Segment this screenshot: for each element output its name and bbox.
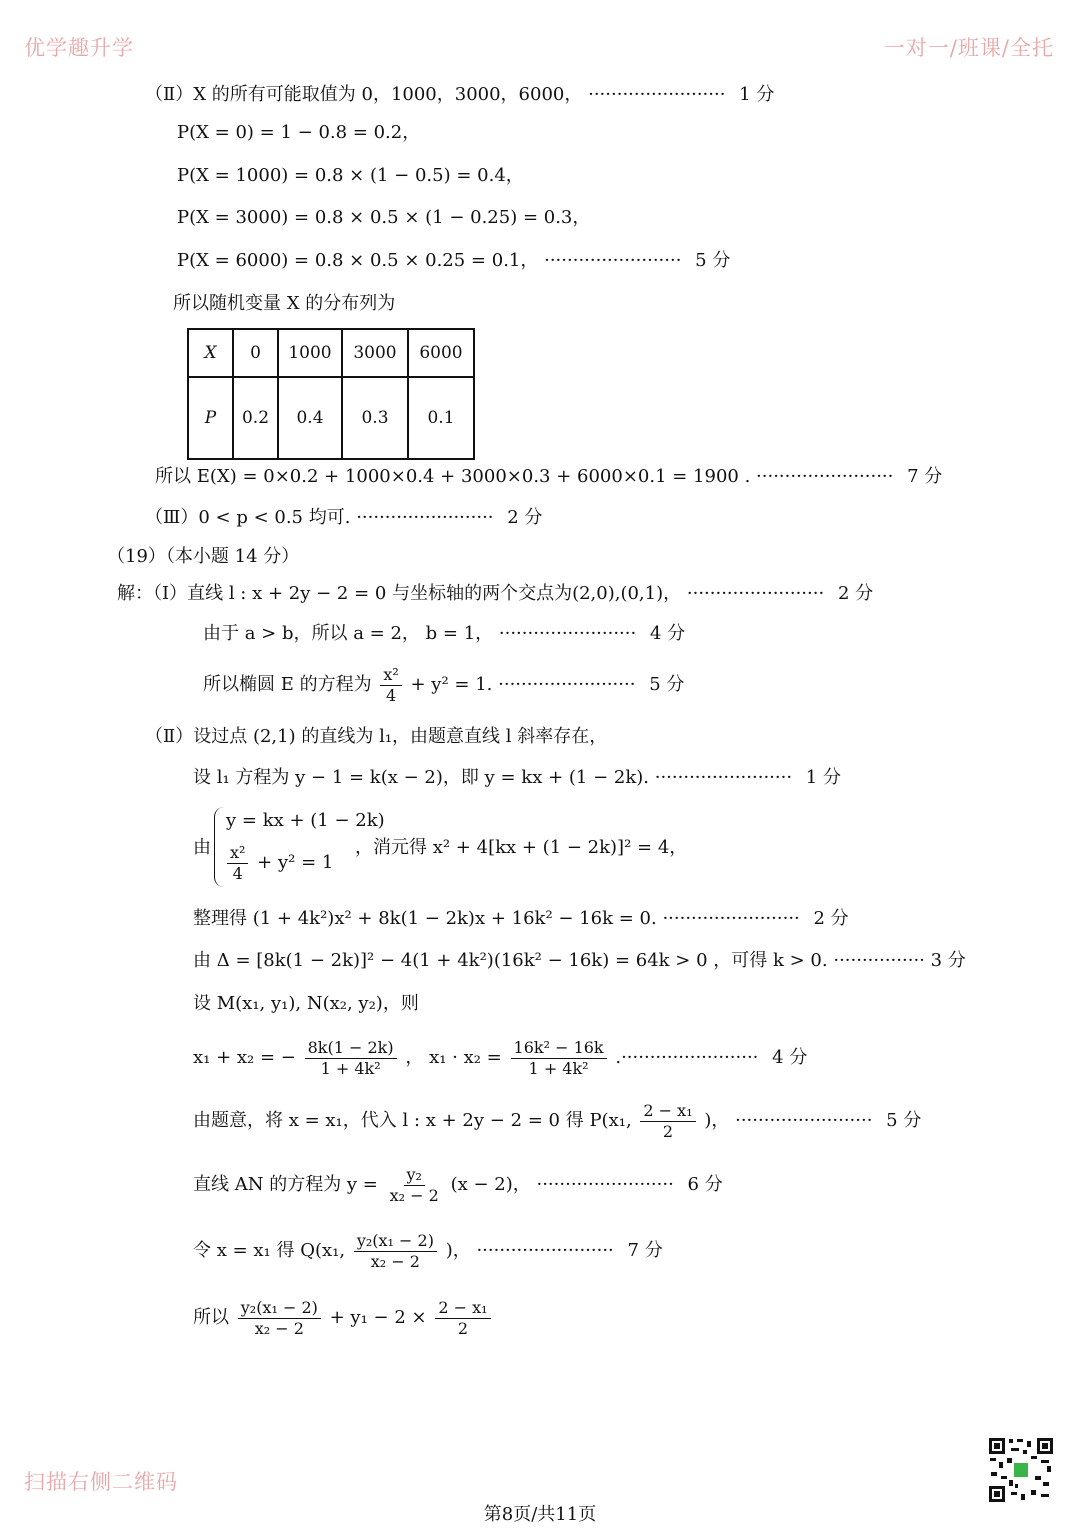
score: 2 分 (837, 583, 874, 604)
q19-step9-prefix: 由题意，将 x = x₁，代入 l : x + 2y − 2 = 0 得 P(x₁, (193, 1110, 632, 1131)
watermark-top-right: 一对一/班课/全托 (883, 36, 1054, 60)
score-dots: ················ (833, 950, 925, 971)
prob-x6000: P(X = 6000) = 0.8 × 0.5 × 0.25 = 0.1， (177, 250, 539, 271)
distribution-table (187, 328, 475, 460)
score: 2 分 (507, 507, 543, 528)
score: 5 分 (649, 674, 685, 695)
qr-code-icon[interactable] (987, 1436, 1055, 1504)
q19-step3-line (203, 662, 684, 708)
vieta-line (193, 1034, 807, 1082)
score: 7 分 (907, 466, 943, 487)
table-cell: 1000 (278, 329, 342, 377)
score-dots: .························ (615, 1047, 759, 1068)
q19-step12-mid: + y₁ − 2 × (329, 1307, 427, 1328)
score: 3 分 (930, 950, 966, 971)
table-cell: 3000 (342, 329, 408, 377)
q19-step9-suffix: )， (704, 1110, 730, 1131)
fraction (354, 1231, 437, 1272)
fraction-denominator: 4 (232, 863, 243, 883)
score-dots: ························ (654, 767, 793, 788)
score: 4 分 (772, 1047, 808, 1068)
table-cell: P (188, 377, 233, 459)
table-cell: 0.3 (342, 377, 408, 459)
q19-step5-line (193, 765, 841, 791)
score-dots: ························ (356, 507, 494, 528)
system-prefix: 由 (193, 837, 211, 858)
score-dots: ························ (536, 1174, 674, 1195)
fraction-denominator: 2 (457, 1318, 469, 1338)
q19-step4: （Ⅱ）设过点 (2,1) 的直线为 l₁，由题意直线 l 斜率存在， (145, 726, 608, 747)
system-result: ，消元得 x² + 4[kx + (1 − 2k)]² = 4， (355, 837, 688, 858)
fraction-numerator: y₂(x₁ − 2) (238, 1298, 321, 1319)
q19-step6: 整理得 (1 + 4k²)x² + 8k(1 − 2k)x + 16k² − 16k = 0. (193, 908, 657, 929)
q19-step2-line (203, 621, 685, 647)
fraction-numerator: x² (380, 665, 401, 686)
q19-step11-line (193, 1227, 663, 1275)
vieta-prod-lhs: ， x₁ · x₂ = (405, 1047, 502, 1068)
prob-x3000: P(X = 3000) = 0.8 × 0.5 × (1 − 0.25) = 0.3， (177, 207, 591, 228)
system-eq2 (224, 840, 333, 886)
q19-heading: （19）（本小题 14 分） (107, 546, 300, 567)
score-dots: ························ (498, 674, 636, 695)
prob-x6000-line (177, 248, 730, 274)
score-dots: ························ (476, 1240, 614, 1261)
q19-step3-prefix: 所以椭圆 E 的方程为 (203, 674, 372, 695)
fraction-numerator: y₂ (404, 1165, 425, 1186)
fraction-numerator: 2 − x₁ (435, 1298, 490, 1319)
fraction-denominator: 1 + 4k² (320, 1058, 381, 1078)
q19-step9-line (193, 1097, 921, 1145)
score-dots: ························ (588, 84, 726, 105)
fraction (238, 1298, 321, 1339)
q19-step1: 解：（Ⅰ）直线 l : x + 2y − 2 = 0 与坐标轴的两个交点为(2,0),(0,1)， (117, 583, 682, 604)
score: 7 分 (627, 1240, 663, 1261)
vieta-sum-lhs: x₁ + x₂ = − (193, 1047, 296, 1068)
q19-step8: 设 M(x₁, y₁), N(x₂, y₂)，则 (193, 993, 419, 1014)
prob-x1000: P(X = 1000) = 0.8 × (1 − 0.5) = 0.4， (177, 165, 524, 186)
score: 2 分 (813, 908, 849, 929)
fraction (227, 843, 248, 884)
system-eq1: y = kx + (1 − 2k) (226, 810, 385, 831)
fraction-numerator: 8k(1 − 2k) (305, 1038, 397, 1059)
fraction-numerator: x² (227, 843, 248, 864)
table-row (188, 329, 474, 377)
fraction (511, 1038, 607, 1079)
table-cell: 0.1 (408, 377, 474, 459)
q19-step6-line (193, 906, 849, 932)
part3-text: （Ⅲ）0 < p < 0.5 均可. (145, 507, 351, 528)
system-eq2-suffix: + y² = 1 (257, 852, 334, 873)
fraction-numerator: y₂(x₁ − 2) (354, 1231, 437, 1252)
score: 1 分 (739, 84, 775, 105)
q19-step10-line (193, 1161, 723, 1209)
expectation-line (155, 464, 942, 490)
q19-step3-suffix: + y² = 1. (410, 674, 493, 695)
fraction-denominator: 4 (385, 685, 397, 705)
table-cell: 0.2 (233, 377, 278, 459)
fraction-numerator: 16k² − 16k (511, 1038, 607, 1059)
part2-intro: （Ⅱ）X 的所有可能取值为 0，1000，3000，6000， (145, 84, 583, 105)
table-row (188, 377, 474, 459)
table-cell: 6000 (408, 329, 474, 377)
score-dots: ························ (544, 250, 682, 271)
q19-step10-prefix: 直线 AN 的方程为 y = (193, 1174, 378, 1195)
watermark-bottom-left: 扫描右侧二维码 (24, 1470, 178, 1494)
q19-step10-suffix: (x − 2)， (450, 1174, 531, 1195)
part3-line (145, 505, 542, 531)
score: 4 分 (649, 623, 686, 644)
expectation: 所以 E(X) = 0×0.2 + 1000×0.4 + 3000×0.3 + 6000×0.1 = 1900 . (155, 466, 751, 487)
score-dots: ························ (756, 466, 894, 487)
q19-step11-suffix: )， (445, 1240, 471, 1261)
fraction-denominator: x₂ − 2 (254, 1318, 304, 1338)
score-dots: ························ (735, 1110, 873, 1131)
q19-step1-line (117, 581, 873, 607)
score-dots: ························ (498, 623, 637, 644)
q19-step12-line (193, 1294, 494, 1342)
watermark-top-left: 优学趣升学 (24, 36, 134, 60)
score: 5 分 (695, 250, 731, 271)
score-dots: ························ (686, 583, 825, 604)
q19-step7-line (193, 948, 966, 974)
table-cell: X (188, 329, 233, 377)
fraction (305, 1038, 397, 1079)
score: 6 分 (687, 1174, 723, 1195)
fraction (380, 665, 401, 706)
distribution-title: 所以随机变量 X 的分布列为 (173, 293, 396, 314)
q19-step5: 设 l₁ 方程为 y − 1 = k(x − 2)，即 y = kx + (1 − 2k). (193, 767, 649, 788)
fraction-denominator: x₂ − 2 (389, 1185, 439, 1205)
score-dots: ························ (662, 908, 800, 929)
q19-step12-prefix: 所以 (193, 1307, 229, 1328)
page-number: 第8页/共11页 (483, 1504, 597, 1525)
fraction (387, 1165, 442, 1206)
q19-step11-prefix: 令 x = x₁ 得 Q(x₁, (193, 1240, 346, 1261)
fraction-denominator: 1 + 4k² (528, 1058, 589, 1078)
prob-x0: P(X = 0) = 1 − 0.8 = 0.2， (177, 122, 421, 143)
score: 1 分 (805, 767, 841, 788)
score: 5 分 (886, 1110, 922, 1131)
fraction-denominator: x₂ − 2 (370, 1251, 420, 1271)
part2-intro-line (145, 82, 774, 108)
fraction-numerator: 2 − x₁ (640, 1101, 695, 1122)
table-cell: 0 (233, 329, 278, 377)
q19-step7: 由 Δ = [8k(1 − 2k)]² − 4(1 + 4k²)(16k² − 16k) = 64k > 0 ，可得 k > 0. (193, 950, 828, 971)
table-cell: 0.4 (278, 377, 342, 459)
q19-step2: 由于 a > b，所以 a = 2， b = 1， (203, 623, 494, 644)
fraction (435, 1298, 490, 1339)
fraction (640, 1101, 695, 1142)
fraction-denominator: 2 (662, 1121, 674, 1141)
